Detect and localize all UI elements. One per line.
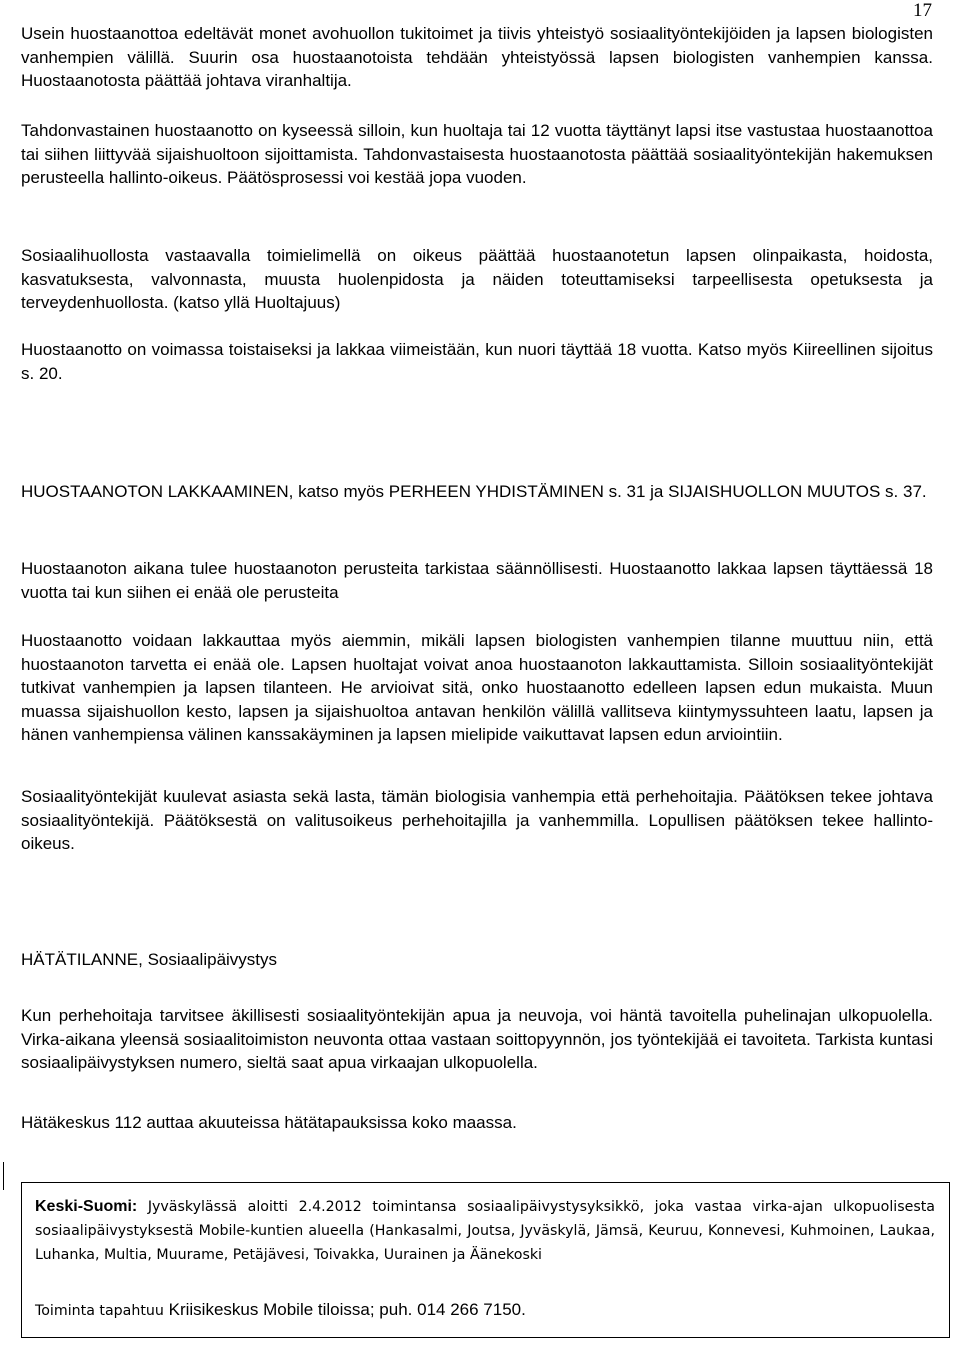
- section-heading-emergency: HÄTÄTILANNE, Sosiaalipäivystys: [21, 950, 278, 969]
- paragraph-early-termination: Huostaanotto voidaan lakkauttaa myös aiemmin, mikäli lapsen biologisten vanhempien tilanne muuttuu niin, että huostaanoton tarvetta ei enää ole. Lapsen huoltajat voivat anoa huostaanoton lakkauttamista. Silloin sosiaalityöntekijät tutkivat vanhempien ja lapsen tilanteen. He arvioivat sitä, onko huostaanotto edelleen lapsen edun mukaista. Muun muassa sijaishuollon kesto, lapsen ja sijaishuoltoa antavan henkilön välillä vallitseva kiintymyssuhteen laatu, lapsen ja hänen vanhempiensa välinen kanssakäyminen ja lapsen mielipide vaikuttavat lapsen edun arviointiin.: [21, 631, 933, 744]
- paragraph-emergency-number: Hätäkeskus 112 auttaa akuuteissa hätätapauksissa koko maassa.: [21, 1113, 517, 1132]
- paragraph-involuntary-custody: Tahdonvastainen huostaanotto on kyseessä silloin, kun huoltaja tai 12 vuotta täyttänyt lapsi itse vastustaa huostaanottoa tai siihen liittyvää sijaishuoltoon sijoittamista. Tahdonvastaisesta huostaanotosta päättää sosiaalityöntekijän hakemuksen perusteella hallinto-oikeus. Päätösprosessi voi kestää jopa vuoden.: [21, 121, 933, 187]
- paragraph-custody-cooperation: Usein huostaanottoa edeltävät monet avohuollon tukitoimet ja tiivis yhteistyö sosiaalityöntekijöiden ja lapsen biologisten vanhempien välillä. Suurin osa huostaanotoista tehdään yhteistyössä lapsen biologisten vanhempien kanssa. Huostaanotosta päättää johtava viranhaltija.: [21, 24, 933, 90]
- info-box-footer: [35, 1299, 935, 1322]
- info-box-keski-suomi: [21, 1182, 950, 1338]
- info-box-footer-contact: Kriisikeskus Mobile tiloissa; puh. 014 266 7150.: [163, 1300, 526, 1319]
- margin-change-bar: [3, 1162, 4, 1190]
- info-box-text: [35, 1195, 935, 1267]
- info-box-label: Keski-Suomi:: [35, 1198, 138, 1215]
- paragraph-custody-duration: Huostaanotto on voimassa toistaiseksi ja lakkaa viimeistään, kun nuori täyttää 18 vuotta. Katso myös Kiireellinen sijoitus s. 20.: [21, 340, 933, 383]
- paragraph-social-care-authority: Sosiaalihuollosta vastaavalla toimielimellä on oikeus päättää huostaanotetun lapsen olinpaikasta, hoidosta, kasvatuksesta, valvonnasta, muusta huolenpidosta ja näiden toteuttamiseksi tarpeellisesta opetuksesta ja terveydenhuollosta. (katso yllä Huoltajuus): [21, 246, 933, 312]
- section-heading-custody-ending: HUOSTAANOTON LAKKAAMINEN, katso myös PERHEEN YHDISTÄMINEN s. 31 ja SIJAISHUOLLON MUUTOS s. 37.: [21, 482, 927, 501]
- info-box-footer-prefix: Toiminta tapahtuu: [35, 1303, 164, 1319]
- info-box-body: Jyväskylässä aloitti 2.4.2012 toimintansa sosiaalipäivystysyksikkö, joka vastaa virka-ajan ulkopuolisesta sosiaalipäivystyksestä Mobile-kuntien alueella (Hankasalmi, Joutsa, Jyväskylä, Jämsä, Keuruu, Konnevesi, Kuhmoinen, Laukaa, Luhanka, Multia, Muurame, Petäjävesi, Toivakka, Uurainen ja Äänekoski: [35, 1199, 935, 1263]
- paragraph-custody-review: Huostaanoton aikana tulee huostaanoton perusteita tarkistaa säännöllisesti. Huostaanotto lakkaa lapsen täyttäessä 18 vuotta tai kun siihen ei enää ole perusteita: [21, 559, 933, 602]
- page-number: 17: [913, 0, 932, 21]
- paragraph-emergency-contact: Kun perhehoitaja tarvitsee äkillisesti sosiaalityöntekijän apua ja neuvoja, voi häntä tavoitella puhelinajan ulkopuolella. Virka-aikana yleensä sosiaalitoimiston neuvonta ottaa vastaan soittopyynnön, jos työntekijää ei tavoiteta. Tarkista kuntasi sosiaalipäivystyksen numero, sieltä saat apua virkaajan ulkopuolella.: [21, 1006, 933, 1072]
- paragraph-hearing-decision: Sosiaalityöntekijät kuulevat asiasta sekä lasta, tämän biologisia vanhempia että perhehoitajia. Päätöksen tekee johtava sosiaalityöntekijä. Päätöksestä on valitusoikeus perhehoitajilla ja vanhemmilla. Lopullisen päätöksen tekee hallinto-oikeus.: [21, 787, 933, 853]
